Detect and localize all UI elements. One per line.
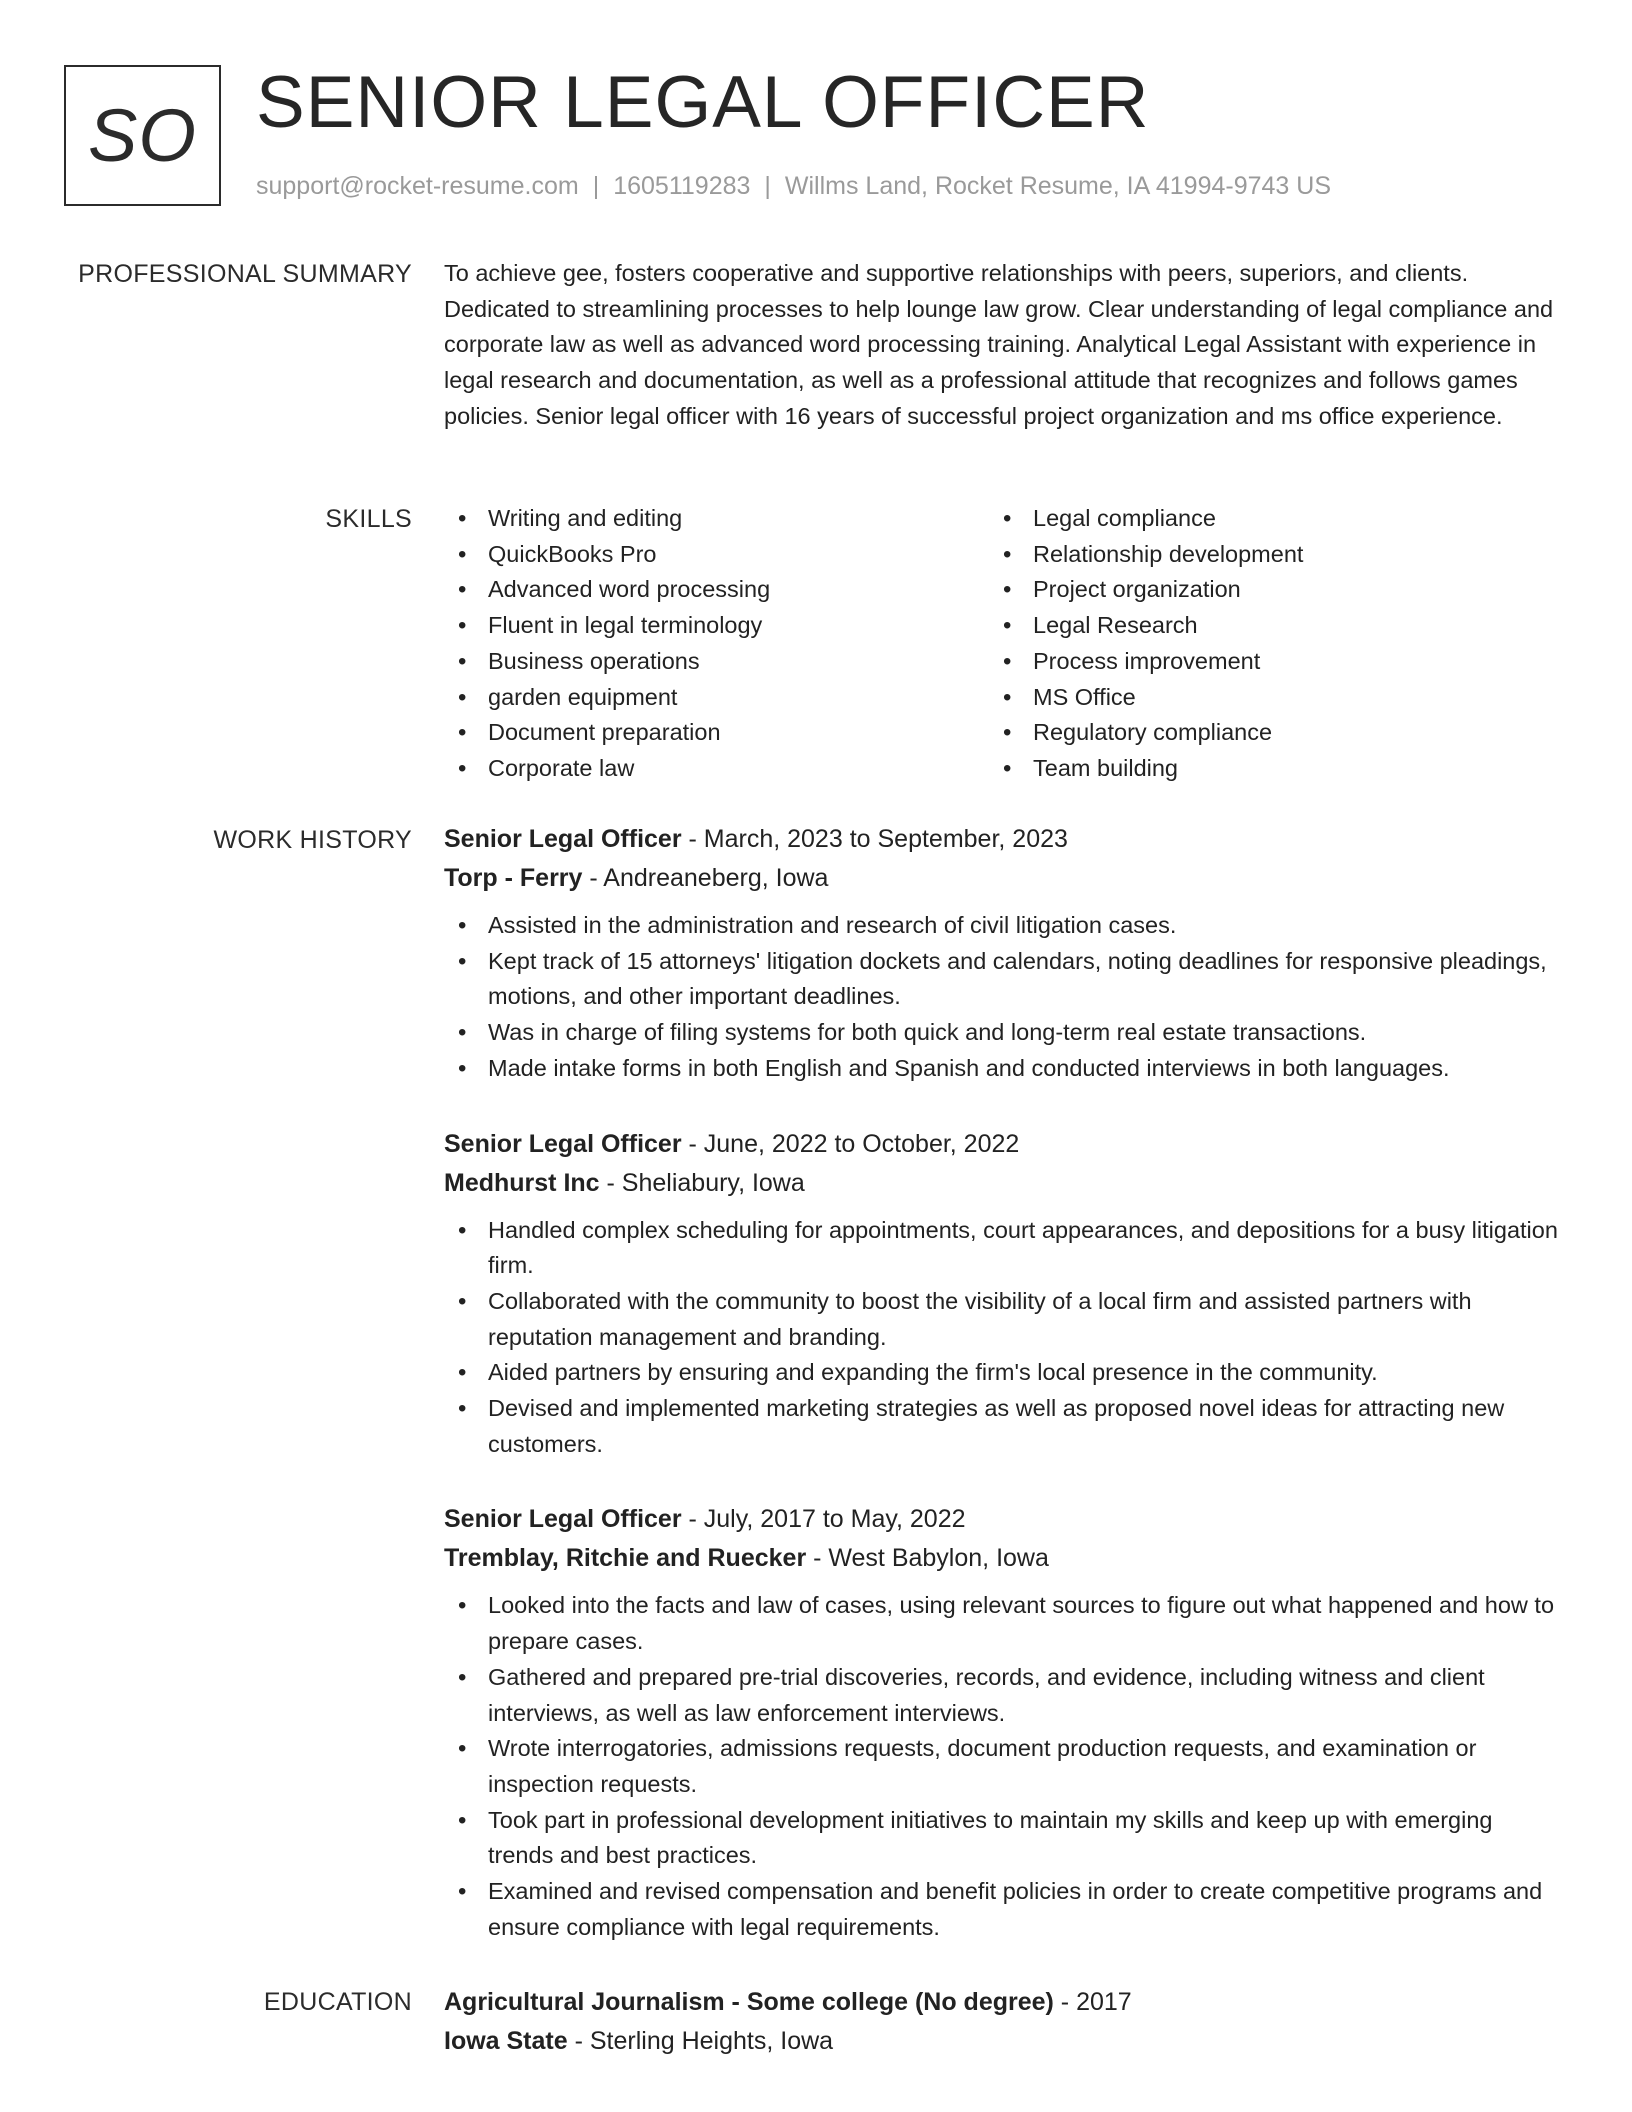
skill-item: • Corporate law [444, 751, 989, 787]
skills-list-left [444, 501, 989, 787]
job-location: - Sheliabury, Iowa [599, 1168, 805, 1197]
job-bullet: • Devised and implemented marketing strategies as well as proposed novel ideas for attracting new customers. [444, 1391, 1559, 1462]
skill-item: • Legal compliance [989, 501, 1534, 537]
skill-item: • Advanced word processing [444, 572, 989, 608]
job-dates: - March, 2023 to September, 2023 [681, 825, 1068, 853]
page-title: SENIOR LEGAL OFFICER [256, 62, 1150, 143]
job-company-line [444, 1539, 1559, 1578]
job-title-line [444, 1125, 1559, 1164]
job-bullet: • Examined and revised compensation and benefit policies in order to create competitive programs and ensure compliance with legal requirements. [444, 1874, 1559, 1945]
skill-item: • Legal Research [989, 608, 1534, 644]
skill-item: • Writing and editing [444, 501, 989, 537]
job-company: Medhurst Inc [444, 1168, 600, 1197]
job-bullet: • Wrote interrogatories, admissions requests, document production requests, and examination or inspection requests. [444, 1731, 1559, 1802]
job-entry [444, 1125, 1559, 1463]
job-bullets [444, 1213, 1559, 1463]
job-company-line [444, 1164, 1559, 1203]
education-year: - 2017 [1053, 1988, 1132, 2016]
contact-line [256, 172, 1331, 201]
skill-item: • MS Office [989, 680, 1534, 716]
job-bullet: • Collaborated with the community to boost the visibility of a local firm and assisted partners with reputation management and branding. [444, 1284, 1559, 1355]
job-dates: - June, 2022 to October, 2022 [681, 1129, 1020, 1158]
education-location: - Sterling Heights, Iowa [567, 2027, 834, 2055]
job-location: - West Babylon, Iowa [806, 1544, 1049, 1573]
skill-item: • Business operations [444, 644, 989, 680]
skill-item: • Regulatory compliance [989, 715, 1534, 751]
job-dates: - July, 2017 to May, 2022 [681, 1505, 966, 1534]
skill-item: • garden equipment [444, 680, 989, 716]
skill-item: • Fluent in legal terminology [444, 608, 989, 644]
education-section [444, 1983, 1559, 2061]
skills-heading: SKILLS [325, 505, 412, 533]
job-bullet: • Took part in professional development initiatives to maintain my skills and keep up with emerging trends and best practices. [444, 1803, 1559, 1874]
job-entry [444, 1500, 1559, 1945]
job-bullets [444, 1588, 1559, 1945]
job-title-line [444, 820, 1559, 859]
job-location: - Andreaneberg, Iowa [582, 864, 829, 892]
job-bullets [444, 908, 1559, 1087]
skill-item: • Relationship development [989, 537, 1534, 573]
job-bullet: • Gathered and prepared pre-trial discoveries, records, and evidence, including witness and client interviews, as well as law enforcement interviews. [444, 1660, 1559, 1731]
contact-phone: 1605119283 [613, 172, 751, 200]
contact-address: Willms Land, Rocket Resume, IA 41994-9743 US [784, 172, 1331, 200]
skill-item: • QuickBooks Pro [444, 537, 989, 573]
job-title: Senior Legal Officer [444, 1129, 682, 1158]
contact-separator: | [592, 172, 600, 200]
job-company: Torp - Ferry [444, 864, 583, 892]
education-heading: EDUCATION [263, 1988, 412, 2016]
summary-text: To achieve gee, fosters cooperative and supportive relationships with peers, superiors, and clients. Dedicated to streamlining processes to help lounge law grow. Clear understanding of legal compliance and corporate law as well as advanced word processing training. Analytical Legal Assistant with experience in legal research and documentation, as well as a professional attitude that recognizes and follows games policies. Senior legal officer with 16 years of successful project organization and ms office experience. [444, 260, 1554, 429]
job-title: Senior Legal Officer [444, 825, 682, 853]
job-bullet: • Looked into the facts and law of cases, using relevant sources to figure out what happened and how to prepare cases. [444, 1588, 1559, 1659]
skill-item: • Team building [989, 751, 1534, 787]
summary-section [444, 256, 1559, 435]
job-company: Tremblay, Ritchie and Ruecker [444, 1544, 807, 1573]
job-bullet: • Was in charge of filing systems for both quick and long-term real estate transactions. [444, 1015, 1559, 1051]
job-title: Senior Legal Officer [444, 1505, 682, 1534]
skill-item: • Document preparation [444, 715, 989, 751]
job-bullet: • Handled complex scheduling for appointments, court appearances, and depositions for a busy litigation firm. [444, 1213, 1559, 1284]
education-school: Iowa State [444, 2027, 568, 2055]
summary-heading: PROFESSIONAL SUMMARY [78, 260, 412, 288]
monogram-logo: SO [64, 65, 221, 206]
skills-section [444, 501, 1559, 787]
skill-item: • Project organization [989, 572, 1534, 608]
job-company-line [444, 859, 1559, 898]
job-title-line [444, 1500, 1559, 1539]
education-school-line [444, 2022, 1559, 2061]
job-bullet: • Kept track of 15 attorneys' litigation dockets and calendars, noting deadlines for responsive pleadings, motions, and other important deadlines. [444, 944, 1559, 1015]
job-entry [444, 820, 1559, 1087]
contact-separator: | [764, 172, 771, 200]
skill-item: • Process improvement [989, 644, 1534, 680]
skills-list-right [989, 501, 1534, 787]
work-history-heading: WORK HISTORY [213, 826, 412, 854]
job-bullet: • Aided partners by ensuring and expanding the firm's local presence in the community. [444, 1355, 1559, 1391]
job-bullet: • Made intake forms in both English and Spanish and conducted interviews in both languages. [444, 1051, 1559, 1087]
work-history-section [444, 820, 1559, 1983]
job-bullet: • Assisted in the administration and research of civil litigation cases. [444, 908, 1559, 944]
contact-email: support@rocket-resume.com [256, 172, 579, 200]
education-degree: Agricultural Journalism - Some college (No degree) [444, 1988, 1054, 2016]
education-degree-line [444, 1983, 1559, 2022]
